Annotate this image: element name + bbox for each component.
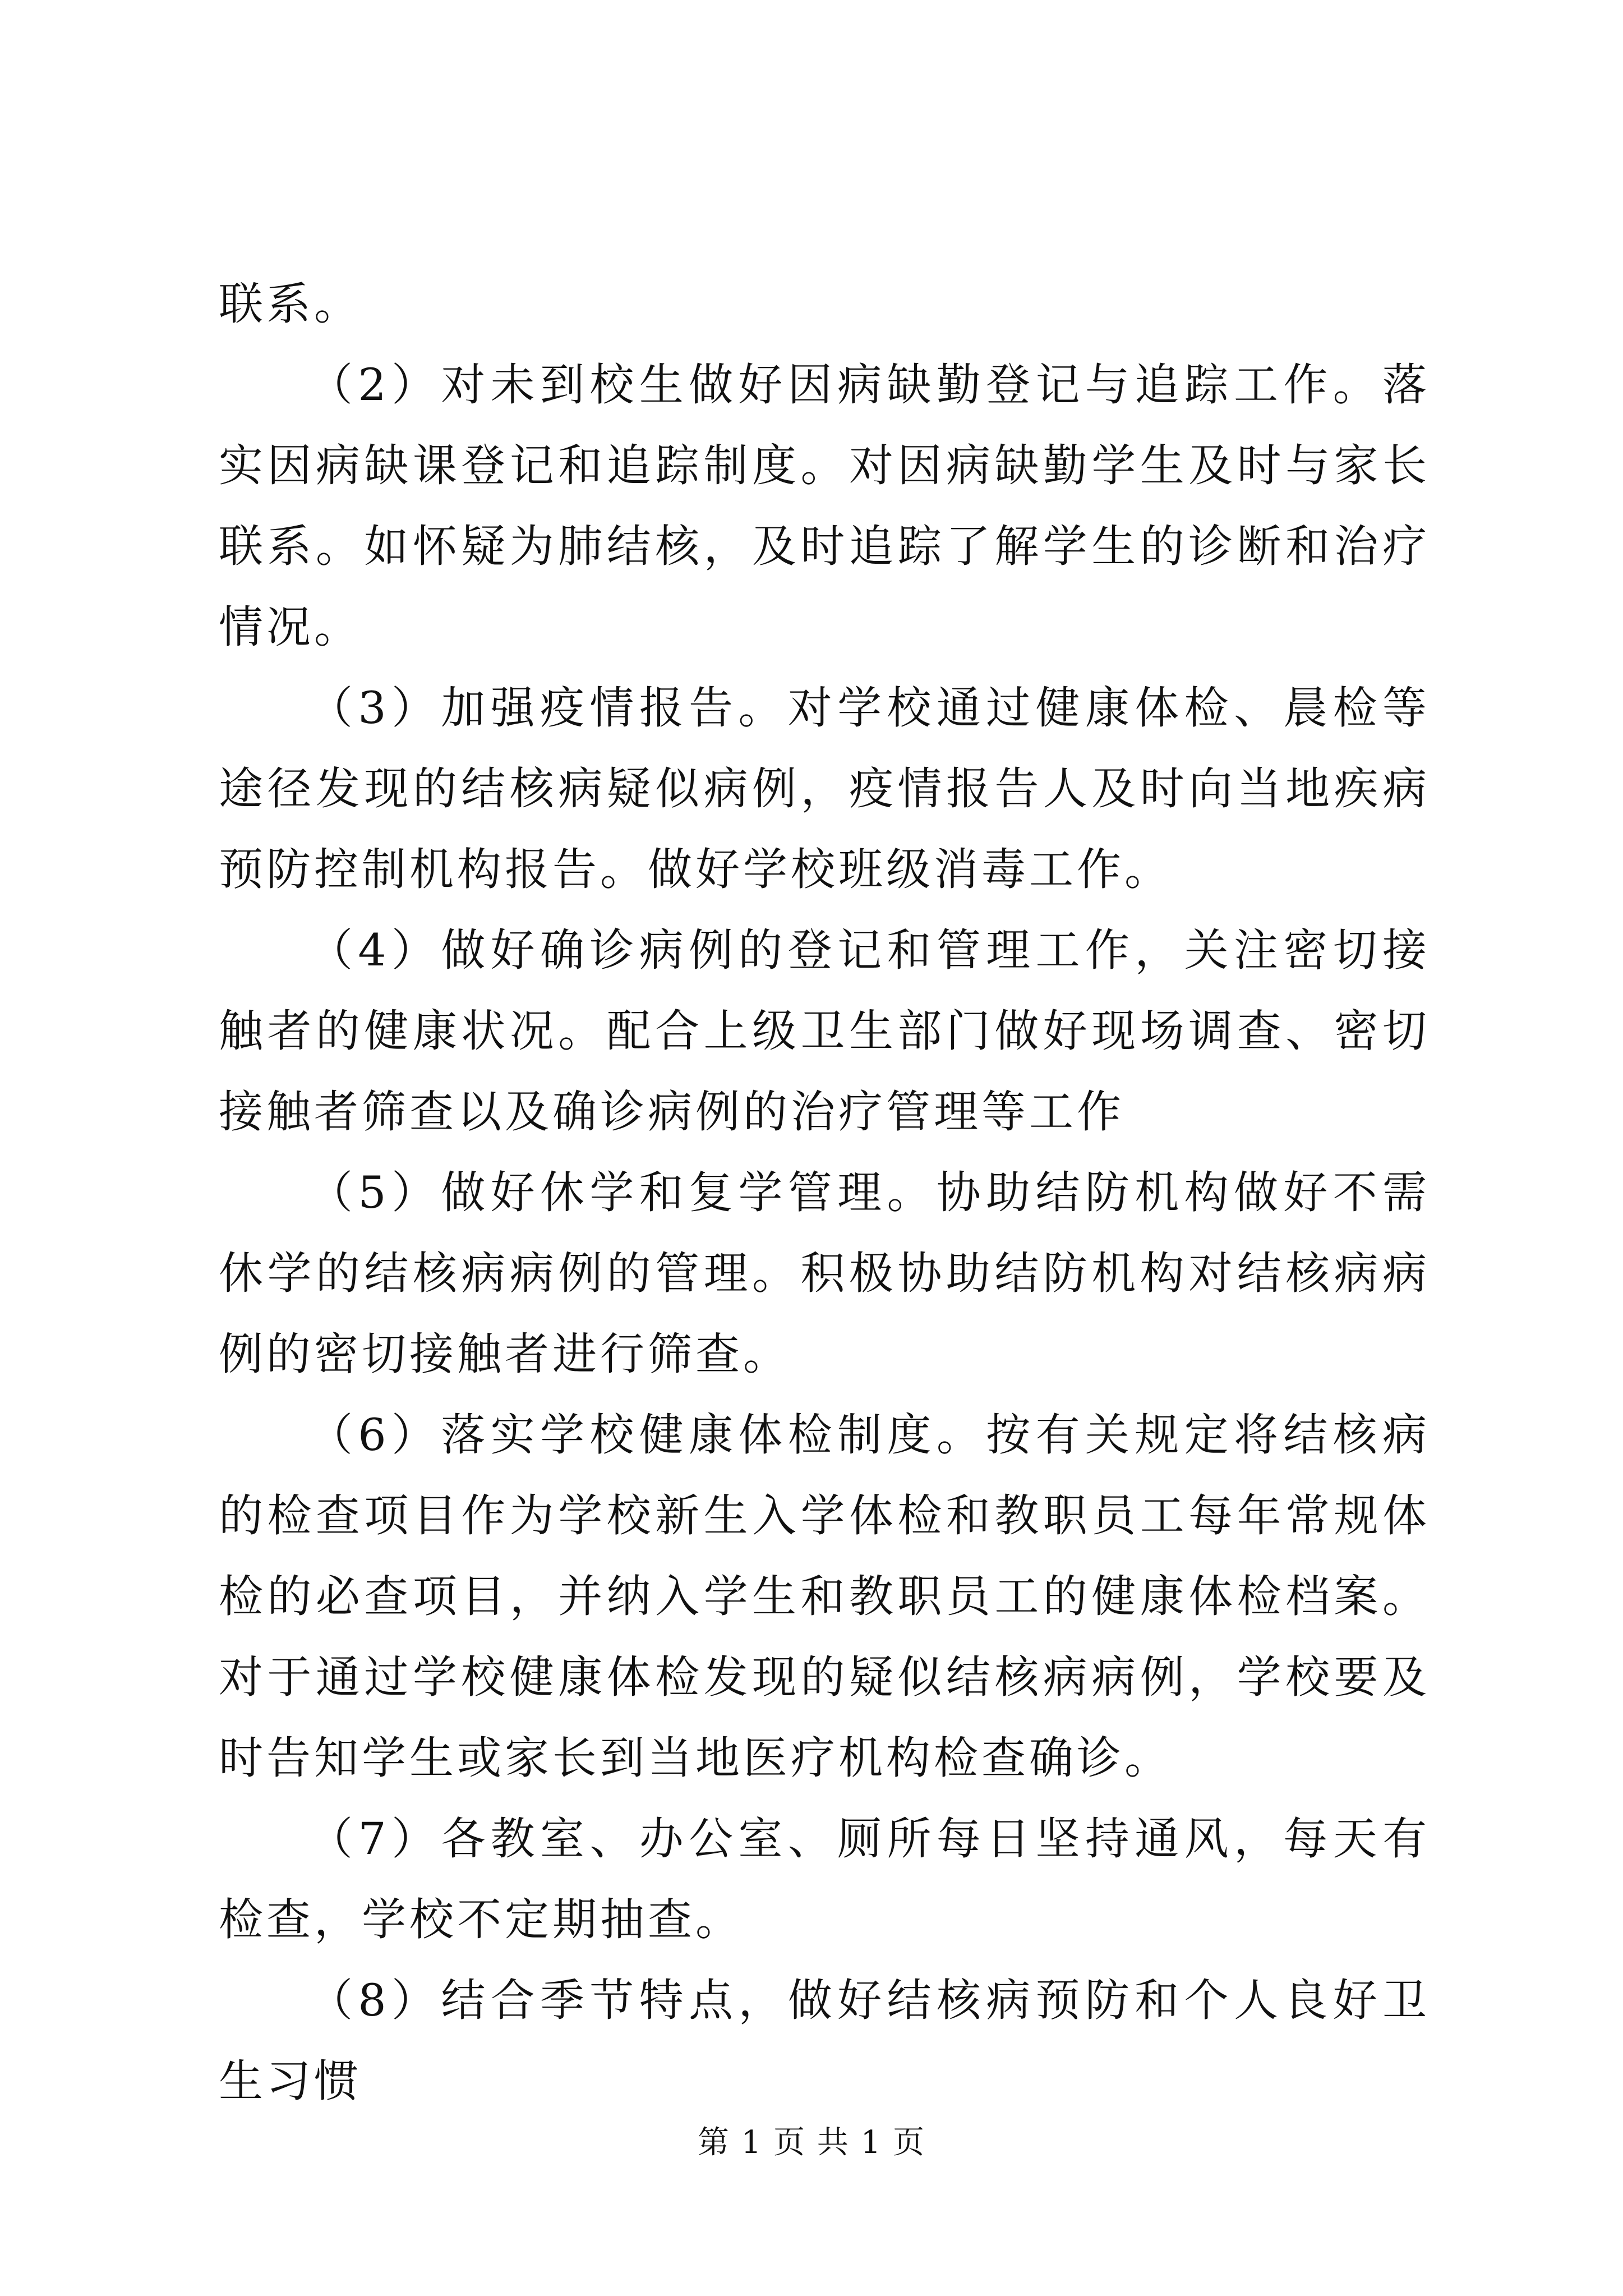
paragraph-item-3: （3）加强疫情报告。对学校通过健康体检、晨检等途径发现的结核病疑似病例，疫情报告人及时向当地疾病预防控制机构报告。做好学校班级消毒工作。 — [219, 682, 1430, 895]
paragraph-item-6: （6）落实学校健康体检制度。按有关规定将结核病的检查项目作为学校新生入学体检和教职员工每年常规体检的必查项目，并纳入学生和教职员工的健康体检档案。对于通过学校健康体检发现的疑似结核病病例，学校要及时告知学生或家长到当地医疗机构检查确诊。 — [219, 1409, 1430, 1784]
paragraph-item-2: （2）对未到校生做好因病缺勤登记与追踪工作。落实因病缺课登记和追踪制度。对因病缺勤学生及时与家长联系。如怀疑为肺结核，及时追踪了解学生的诊断和治疗情况。 — [219, 359, 1430, 653]
page-footer — [0, 2120, 1623, 2165]
page-number-label: 第 1 页 共 1 页 — [697, 2124, 926, 2161]
paragraph-item-7: （7）各教室、办公室、厕所每日坚持通风，每天有检查，学校不定期抽查。 — [219, 1813, 1430, 1945]
paragraph-item-8: （8）结合季节特点，做好结核病预防和个人良好卫生习惯 — [219, 1975, 1430, 2107]
paragraph-item-5: （5）做好休学和复学管理。协助结防机构做好不需休学的结核病病例的管理。积极协助结防机构对结核病病例的密切接触者进行筛查。 — [219, 1167, 1430, 1380]
document-body — [219, 264, 1430, 2122]
paragraph-item-4: （4）做好确诊病例的登记和管理工作，关注密切接触者的健康状况。配合上级卫生部门做好现场调查、密切接触者筛查以及确诊病例的治疗管理等工作 — [219, 924, 1430, 1138]
paragraph-continuation: 联系。 — [219, 278, 362, 330]
